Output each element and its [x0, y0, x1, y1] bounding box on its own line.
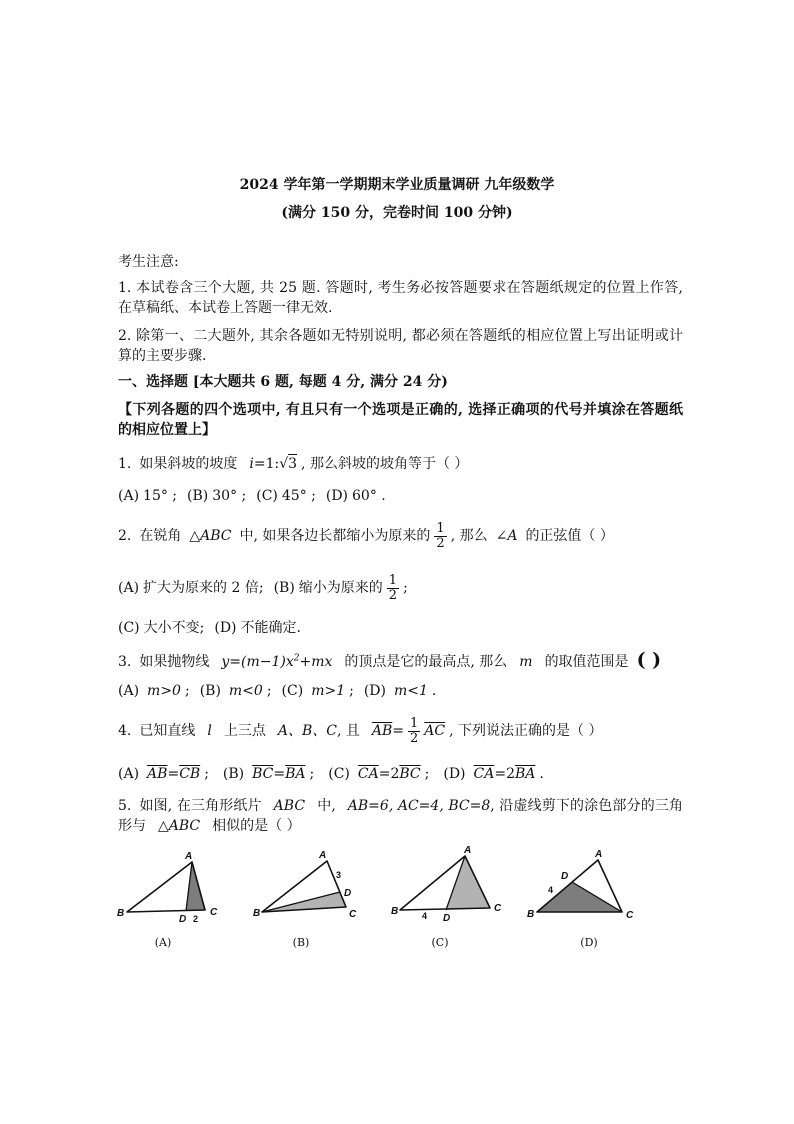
section-instruction: 【下列各题的四个选项中, 有且只有一个选项是正确的, 选择正确项的代号并填涂在答题纸的相应位置上】	[118, 402, 683, 438]
option-end: .	[431, 683, 437, 699]
option-label: (B)	[199, 683, 221, 699]
question-2	[118, 521, 614, 551]
triangle-symbol: △ABC	[158, 818, 201, 834]
question-text: 如果抛物线	[139, 654, 210, 670]
option-end: ;	[266, 683, 272, 699]
option-vector-rhs: $\overline{BA}$	[515, 766, 536, 782]
option-label: (D)	[325, 488, 349, 504]
fraction-denominator: 2	[388, 587, 398, 603]
option-end: ;	[309, 766, 315, 782]
question-text: 如果斜坡的坡度	[139, 456, 238, 472]
question-text: 中, 如果各边长都缩小为原来的	[239, 528, 431, 544]
option-c	[256, 486, 316, 506]
figure-d	[527, 849, 634, 949]
radical-sign: √	[279, 456, 289, 472]
figure-d-vertex-b: B	[527, 909, 535, 920]
fraction	[387, 574, 399, 603]
figure-c-caption: (C)	[431, 936, 449, 949]
option-d	[326, 486, 386, 506]
figure-b-vertex-b: B	[253, 908, 261, 919]
option-end: ;	[403, 580, 408, 596]
equals-sign: =	[273, 766, 286, 782]
option-text: 15° ;	[143, 488, 178, 504]
option-a	[118, 764, 209, 784]
option-label: (C)	[328, 766, 350, 782]
option-coefficient: 2	[506, 766, 515, 782]
option-vector-lhs: $\overline{CA}$	[357, 766, 379, 782]
figure-b	[253, 850, 357, 949]
question-5	[118, 796, 683, 836]
fraction-denominator: 2	[436, 535, 445, 551]
option-label: (D)	[443, 766, 466, 782]
answer-parentheses: ( )	[636, 649, 662, 671]
option-end: ;	[349, 683, 354, 699]
expression-tail: +mx	[299, 654, 333, 670]
equals-sign: =	[392, 723, 405, 739]
question-number: 1.	[118, 456, 132, 472]
question-number: 4.	[118, 723, 132, 739]
option-label: (C)	[281, 683, 304, 699]
question-text: , 且	[336, 723, 360, 739]
figure-a	[117, 851, 218, 949]
option-text: 30° ;	[212, 488, 247, 504]
figure-b-length: 3	[336, 870, 342, 880]
option-a	[118, 681, 190, 701]
question-3-options	[118, 681, 446, 701]
option-label: (C)	[118, 620, 140, 636]
figure-c-vertex-b: B	[391, 906, 399, 917]
question-number: 3.	[118, 654, 132, 670]
question-text: , 沿虚线剪下的涂色部分的三角形与	[118, 798, 683, 834]
option-d	[443, 764, 544, 784]
option-expression: m>0	[147, 683, 181, 699]
vector-ab: $\overline{AB}$	[371, 723, 393, 739]
question-text: 相似的是（ ）	[212, 818, 301, 834]
fraction-numerator: 1	[388, 572, 398, 588]
option-label: (B)	[187, 488, 209, 504]
parabola-expression	[221, 654, 332, 670]
figure-b-point-d: D	[344, 888, 352, 899]
question-text: , 那么斜坡的坡角等于（ ）	[301, 456, 469, 472]
option-label: (A)	[118, 683, 140, 699]
option-vector-rhs: $\overline{CB}$	[179, 766, 201, 782]
option-coefficient: 2	[390, 766, 400, 782]
figure-c-vertex-a: A	[464, 845, 472, 856]
question-text: 上三点	[223, 723, 266, 739]
question-2-options-row-2	[118, 618, 311, 638]
question-number: 2.	[118, 528, 132, 544]
option-vector-lhs: $\overline{AB}$	[147, 766, 168, 782]
figure-b-caption: (B)	[292, 936, 310, 949]
figure-panel	[0, 840, 794, 960]
figure-d-point-d: D	[561, 871, 569, 882]
question-text: , 那么	[450, 528, 488, 544]
option-label: (C)	[256, 488, 278, 504]
option-end: .	[539, 766, 544, 782]
option-c	[282, 681, 354, 701]
figure-d-vertex-a: A	[595, 849, 603, 860]
figure-a-length: 2	[193, 914, 199, 924]
fraction	[408, 717, 420, 746]
notice-heading: 考生注意:	[118, 254, 179, 270]
line-l: l	[207, 723, 212, 739]
figure-b-vertex-c: C	[349, 909, 357, 920]
option-text: 扩大为原来的 2 倍;	[143, 580, 264, 596]
fraction-denominator: 2	[410, 730, 419, 746]
question-2-options-row-1	[118, 573, 418, 603]
figure-a-vertex-b: B	[117, 908, 125, 919]
option-label: (A)	[118, 766, 140, 782]
option-d	[214, 618, 301, 638]
question-4	[118, 716, 602, 746]
points-list: A、B、C	[277, 723, 337, 739]
exam-subtitle: (满分 150 分，完卷时间 100 分钟)	[281, 205, 513, 221]
option-b	[200, 681, 272, 701]
option-vector-lhs: $\overline{CA}$	[473, 766, 495, 782]
radicand: 3	[288, 456, 298, 472]
figure-b-vertex-a: A	[319, 850, 327, 861]
option-label: (D)	[363, 683, 386, 699]
slope-variable: i	[249, 456, 254, 472]
option-end: ;	[424, 766, 430, 782]
figure-c-length: 4	[422, 911, 428, 921]
figure-a-point-d: D	[179, 914, 187, 925]
question-text: 在锐角	[139, 528, 182, 544]
option-label: (A)	[118, 488, 140, 504]
slope-ratio: =1:	[253, 456, 280, 472]
figure-a-vertex-c: C	[210, 907, 218, 918]
option-c	[328, 764, 429, 784]
question-text: 的正弦值（ ）	[525, 528, 614, 544]
triangle-name: ABC	[273, 798, 306, 814]
option-text: 不能确定.	[240, 620, 301, 636]
question-text: 中,	[317, 798, 336, 814]
option-vector-lhs: $\overline{BC}$	[252, 766, 274, 782]
question-4-options	[118, 764, 558, 784]
figure-d-vertex-c: C	[626, 910, 634, 921]
question-3	[118, 645, 661, 677]
figure-c-point-d: D	[443, 913, 451, 924]
option-label: (A)	[118, 580, 140, 596]
question-number: 5.	[118, 798, 132, 814]
question-text: 如图, 在三角形纸片	[139, 798, 262, 814]
option-b	[223, 764, 314, 784]
equals-sign: =	[378, 766, 391, 782]
equals-sign: =	[494, 766, 507, 782]
figure-c-vertex-c: C	[494, 903, 502, 914]
option-label: (B)	[273, 580, 295, 596]
option-text: 缩小为原来的	[298, 580, 383, 596]
option-c	[118, 618, 204, 638]
section-heading: 一、选择题 [本大题共 6 题, 每题 4 分, 满分 24 分)	[118, 374, 448, 390]
option-text: 大小不变;	[143, 620, 205, 636]
figure-c-shaded-triangle	[446, 856, 490, 910]
figure-c	[391, 845, 502, 949]
option-expression: m<0	[228, 683, 263, 699]
expression-base: y=(m−1)x	[221, 654, 294, 670]
option-vector-rhs: $\overline{BC}$	[399, 766, 421, 782]
question-text: 的取值范围是	[544, 654, 629, 670]
option-vector-rhs: $\overline{BA}$	[285, 766, 306, 782]
notice-item-1: 1. 本试卷含三个大题, 共 25 题. 答题时, 考生务必按答题要求在答题纸规定的位置上作答, 在草稿纸、本试卷上答题一律无效.	[118, 280, 683, 316]
option-label: (D)	[214, 620, 237, 636]
option-text: 45° ;	[281, 488, 316, 504]
option-a	[118, 573, 264, 603]
vector-ac: $\overline{AC}$	[424, 723, 446, 739]
notice-item-2: 2. 除第一、二大题外, 其余各题如无特别说明, 都必须在答题纸的相应位置上写出证明或计算的主要步骤.	[118, 328, 683, 364]
fraction	[434, 522, 446, 551]
angle-symbol: ∠A	[495, 528, 518, 544]
option-text: 60° .	[352, 488, 386, 504]
option-end: ;	[184, 683, 190, 699]
option-a	[118, 486, 177, 506]
option-end: ;	[204, 766, 209, 782]
option-d	[364, 681, 437, 701]
option-expression: m>1	[311, 683, 346, 699]
fraction-numerator: 1	[410, 715, 419, 731]
question-1-options	[118, 486, 396, 506]
triangle-symbol: △ABC	[189, 528, 232, 544]
exam-title: 2024 学年第一学期期末学业质量调研 九年级数学	[239, 177, 555, 193]
figure-a-vertex-a: A	[185, 851, 193, 862]
equals-sign: =	[167, 766, 180, 782]
option-b	[274, 573, 408, 603]
figure-d-caption: (D)	[580, 936, 598, 949]
variable-m: m	[519, 654, 533, 670]
option-expression: m<1	[393, 683, 428, 699]
question-text: 的顶点是它的最高点, 那么	[344, 654, 508, 670]
figure-a-caption: (A)	[154, 936, 172, 949]
question-text: 已知直线	[139, 723, 196, 739]
figure-d-length: 4	[548, 885, 554, 895]
question-text: , 下列说法正确的是（ ）	[449, 723, 603, 739]
option-label: (B)	[222, 766, 245, 782]
question-1	[118, 454, 468, 474]
option-b	[187, 486, 246, 506]
fraction-numerator: 1	[436, 520, 445, 536]
expression-exponent: 2	[293, 653, 300, 664]
side-lengths: AB=6, AC=4, BC=8	[347, 798, 491, 814]
